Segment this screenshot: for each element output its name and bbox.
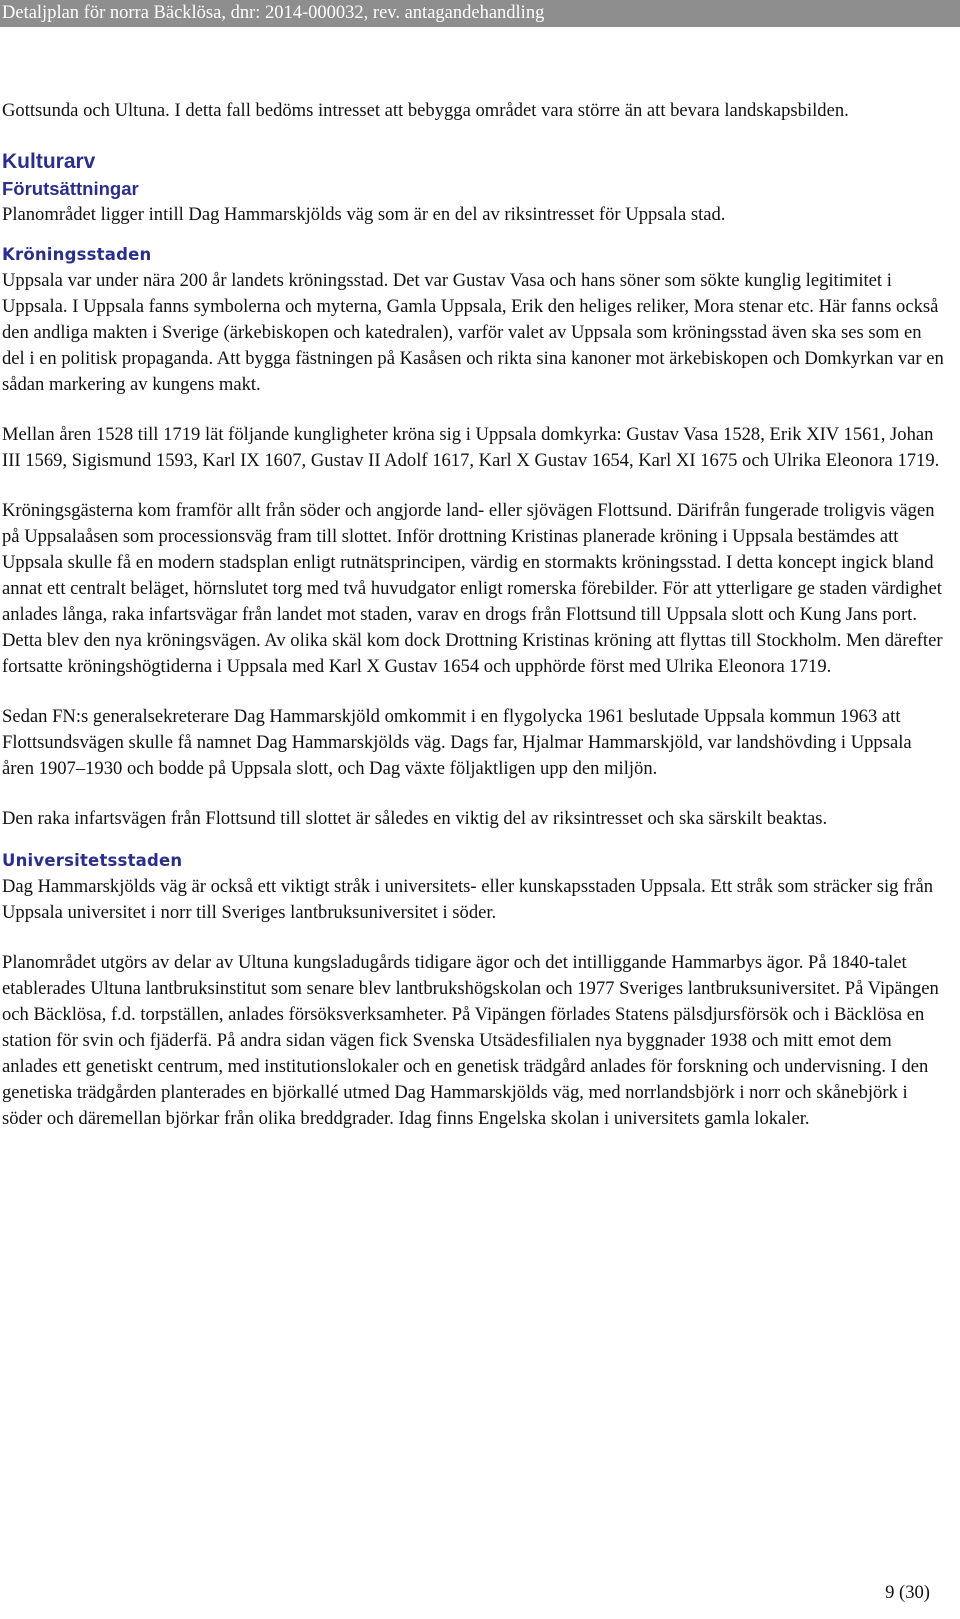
document-title: Detaljplan för norra Bäcklösa, dnr: 2014-000032, rev. antagandehandling	[2, 3, 545, 23]
paragraph-coronation-route: Kröningsgästerna kom framför allt från söder och angjorde land- eller sjövägen Flottsund. Därifrån fungerade troligvis vägen på Uppsalaåsen som processionsväg fram till slottet. Inför drottning Kristinas planerade kröning i Uppsala bestämdes att Uppsala skulle få en modern stadsplan enligt rutnätsprincipen, värdig en stormakts kröningsstad. I detta koncept ingick bland annat ett centralt beläget, hörnslutet torg med två huvudgator enligt romerska förebilder. För att ytterligare ge staden värdighet anlades långa, raka infartsvägar från landet mot staden, varav en drogs från Flottsund till Uppsala slott och Kung Jans port. Detta blev den nya kröningsvägen. Av olika skäl kom dock Drottning Kristinas kröning att flyttas till Stockholm. Men därefter fortsatte kröningshögtiderna i Uppsala med Karl X Gustav 1654 och upphörde först med Ulrika Eleonora 1719.	[2, 500, 943, 677]
subheading-forutsattningar: Förutsättningar	[2, 178, 139, 199]
document-body	[0, 98, 947, 1132]
paragraph-kroningsstad-history: Uppsala var under nära 200 år landets kröningsstad. Det var Gustav Vasa och hans söner som sökte kunglig legitimitet i Uppsala. I Uppsala fanns symbolerna och myterna, Gamla Uppsala, Erik den heliges reliker, Mora stenar etc. Här fanns också den andliga makten i Sverige (ärkebiskopen och katedralen), varför valet av Uppsala som kröningsstad även ska ses som en del i en politisk propaganda. Att bygga fästningen på Kasåsen och rikta sina kanoner mot ärkebiskopen och Domkyrkan var en sådan markering av kungens makt.	[2, 270, 944, 395]
page-number: 9 (30)	[885, 1582, 930, 1603]
paragraph-ultuna-history: Planområdet utgörs av delar av Ultuna kungsladugårds tidigare ägor och det intilliggande Hammarbys ägor. På 1840-talet etablerades Ultuna lantbruksinstitut som senare blev lantbrukshögskolan och 1977 Sveriges lantbruksuniversitet. På Vipängen och Bäcklösa, f.d. torpställen, anlades försöksverksamheter. På Vipängen förlades Statens pälsdjursförsök och i Bäcklösa en station för svin och fjäderfä. På andra sidan vägen fick Svenska Utsädesfilialen nya byggnader 1938 och mitt emot dem anlades ett genetiskt centrum, med institutionslokaler och en genetisk trädgård anlades för forskning och undervisning. I den genetiska trädgården planterades en björkallé utmed Dag Hammarskjölds väg, med norrlandsbjörk i norr och skånebjörk i söder och däremellan björkar från olika breddgrader. Idag finns Engelska skolan i universitets gamla lokaler.	[2, 952, 939, 1129]
page-header	[0, 0, 960, 27]
paragraph-kunskapsstaden: Dag Hammarskjölds väg är också ett viktigt stråk i universitets- eller kunskapsstaden Uppsala. Ett stråk som sträcker sig från Uppsala universitet i norr till Sveriges lantbruksuniversitet i söder.	[2, 876, 934, 923]
heading-universitetsstaden: Universitetsstaden	[2, 851, 183, 870]
heading-kroningsstaden: Kröningsstaden	[2, 245, 152, 264]
section-intro-paragraph: Planområdet ligger intill Dag Hammarskjölds väg som är en del av riksintresset för Uppsala stad.	[2, 204, 726, 225]
paragraph-infartsvag: Den raka infartsvägen från Flottsund till slottet är således en viktig del av riksintresset och ska särskilt beaktas.	[2, 808, 828, 829]
intro-paragraph: Gottsunda och Ultuna. I detta fall bedöms intresset att bebygga området vara större än att bevara landskapsbilden.	[2, 100, 849, 121]
section-heading-kulturarv: Kulturarv	[2, 150, 96, 173]
paragraph-coronations-list: Mellan åren 1528 till 1719 lät följande kungligheter kröna sig i Uppsala domkyrka: Gustav Vasa 1528, Erik XIV 1561, Johan III 1569, Sigismund 1593, Karl IX 1607, Gustav II Adolf 1617, Karl X Gustav 1654, Karl XI 1675 och Ulrika Eleonora 1719.	[2, 424, 940, 471]
paragraph-dag-hammarskjold: Sedan FN:s generalsekreterare Dag Hammarskjöld omkommit i en flygolycka 1961 beslutade Uppsala kommun 1963 att Flottsundsvägen skulle få namnet Dag Hammarskjölds väg. Dags far, Hjalmar Hammarskjöld, var landshövding i Uppsala åren 1907–1930 och bodde på Uppsala slott, och Dag växte följaktligen upp den miljön.	[2, 706, 912, 779]
